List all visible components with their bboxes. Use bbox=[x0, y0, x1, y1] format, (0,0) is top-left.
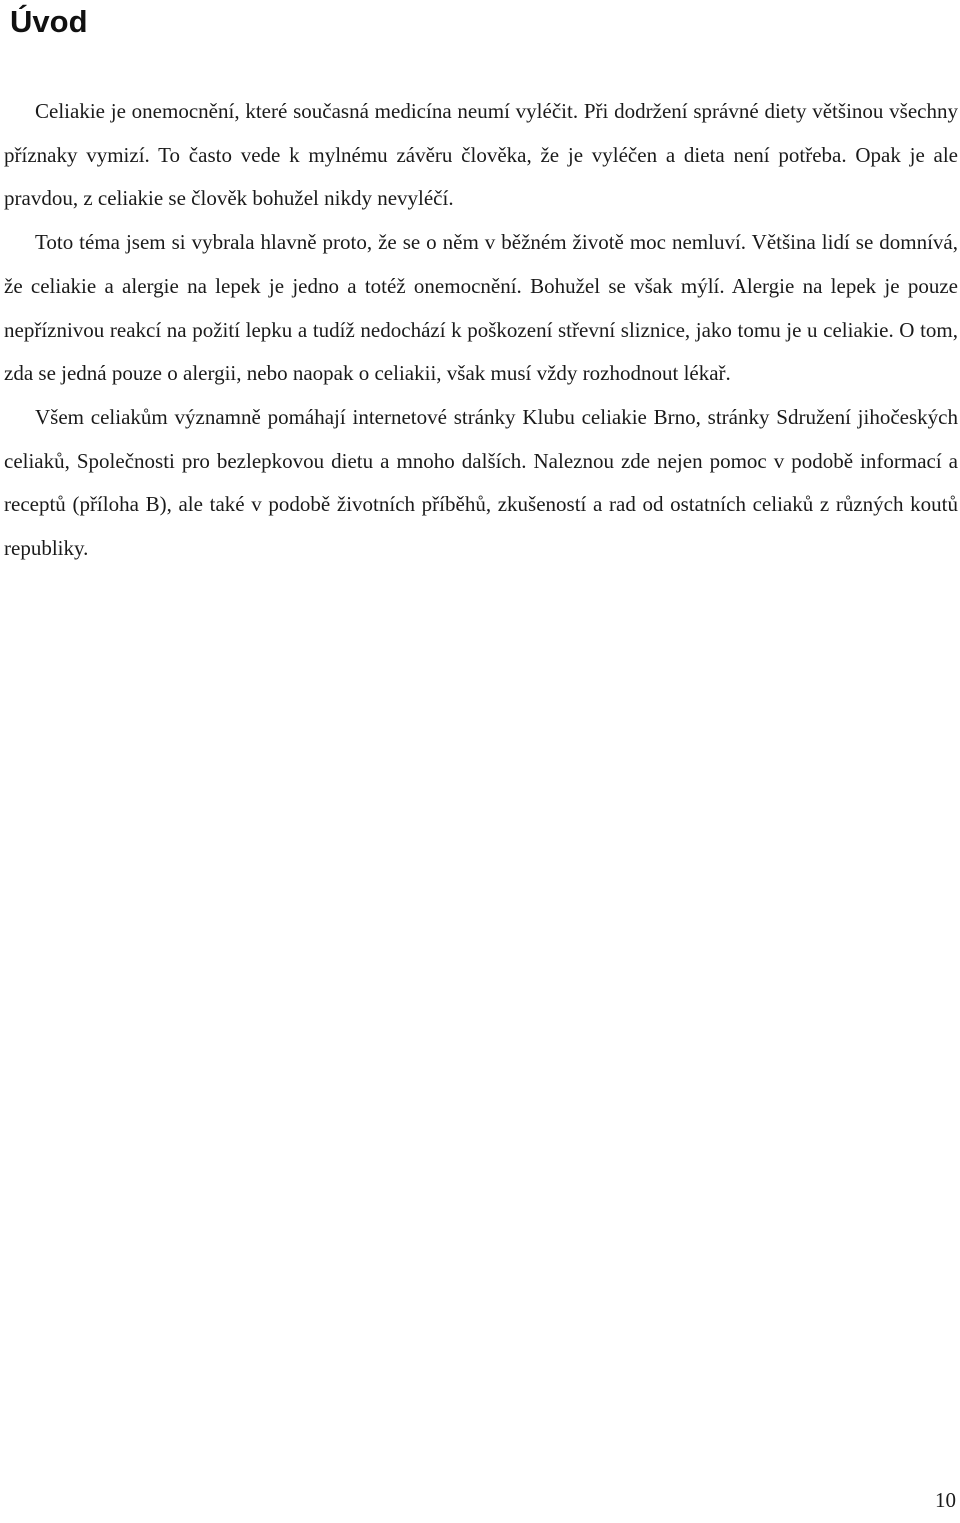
paragraph-topic-choice: Toto téma jsem si vybrala hlavně proto, že se o něm v běžném životě moc nemluví. Většina lidí se domnívá, že celiakie a alergie na lepek je jedno a totéž onemocnění. Bohužel se však mýlí. Alergie na lepek je pouze nepříznivou reakcí na požití lepku a tudíž nedochází k poškození střevní sliznice, jako tomu je u celiakie. O tom, zda se jedná pouze o alergii, nebo naopak o celiakii, však musí vždy rozhodnout lékař. bbox=[4, 230, 958, 386]
page-number: 10 bbox=[935, 1488, 956, 1512]
page-title: Úvod bbox=[10, 4, 88, 39]
paragraph-websites: Všem celiakům významně pomáhají internetové stránky Klubu celiakie Brno, stránky Sdružení jihočeských celiaků, Společnosti pro bezlepkovou dietu a mnoho dalších. Naleznou zde nejen pomoc v podobě informací a receptů (příloha B), ale také v podobě životních příběhů, zkušeností a rad od ostatních celiaků z různých koutů republiky. bbox=[4, 404, 958, 561]
body-text bbox=[4, 90, 958, 571]
paragraph-intro: Celiakie je onemocnění, které současná medicína neumí vyléčit. Při dodržení správné diety většinou všechny příznaky vymizí. To často vede k mylnému závěru člověka, že je vyléčen a dieta není potřeba. Opak je ale pravdou, z celiakie se člověk bohužel nikdy nevyléčí. bbox=[4, 99, 958, 211]
